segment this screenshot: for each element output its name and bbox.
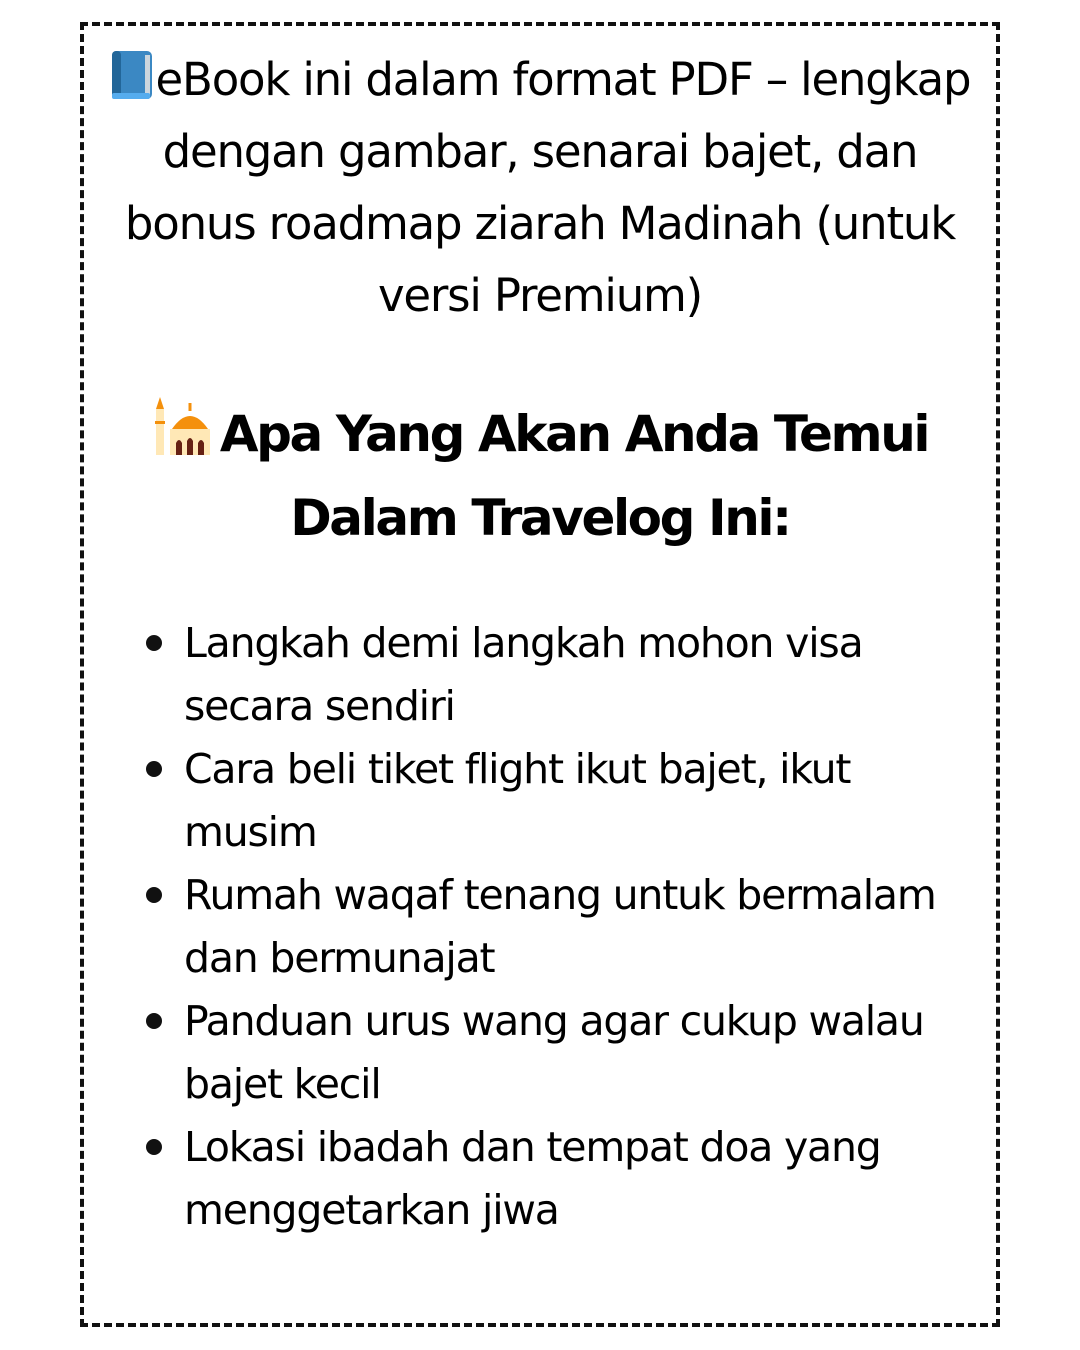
- blue-book-icon: [110, 49, 154, 101]
- list-item-text: Lokasi ibadah dan tempat doa yang menggetarkan jiwa: [184, 1123, 881, 1234]
- section-heading-text: Apa Yang Akan Anda Temui Dalam Travelog Ini:: [219, 405, 929, 547]
- mosque-icon: [152, 395, 212, 459]
- bullet-icon: [146, 887, 162, 903]
- section-heading: [100, 392, 980, 560]
- feature-list: [140, 612, 980, 1242]
- list-item: [140, 738, 980, 864]
- list-item-text: Rumah waqaf tenang untuk bermalam dan bermunajat: [184, 871, 936, 982]
- list-item-text: Cara beli tiket flight ikut bajet, ikut musim: [184, 745, 851, 856]
- bullet-icon: [146, 761, 162, 777]
- intro-text: eBook ini dalam format PDF – lengkap dengan gambar, senarai bajet, dan bonus roadmap ziarah Madinah (untuk versi Premium): [124, 53, 971, 322]
- list-item: [140, 864, 980, 990]
- list-item: [140, 612, 980, 738]
- list-item-text: Panduan urus wang agar cukup walau bajet kecil: [184, 997, 924, 1108]
- intro-paragraph: [100, 44, 980, 332]
- list-item: [140, 990, 980, 1116]
- bullet-icon: [146, 635, 162, 651]
- list-item-text: Langkah demi langkah mohon visa secara sendiri: [184, 619, 863, 730]
- bullet-icon: [146, 1013, 162, 1029]
- bullet-icon: [146, 1139, 162, 1155]
- list-item: [140, 1116, 980, 1242]
